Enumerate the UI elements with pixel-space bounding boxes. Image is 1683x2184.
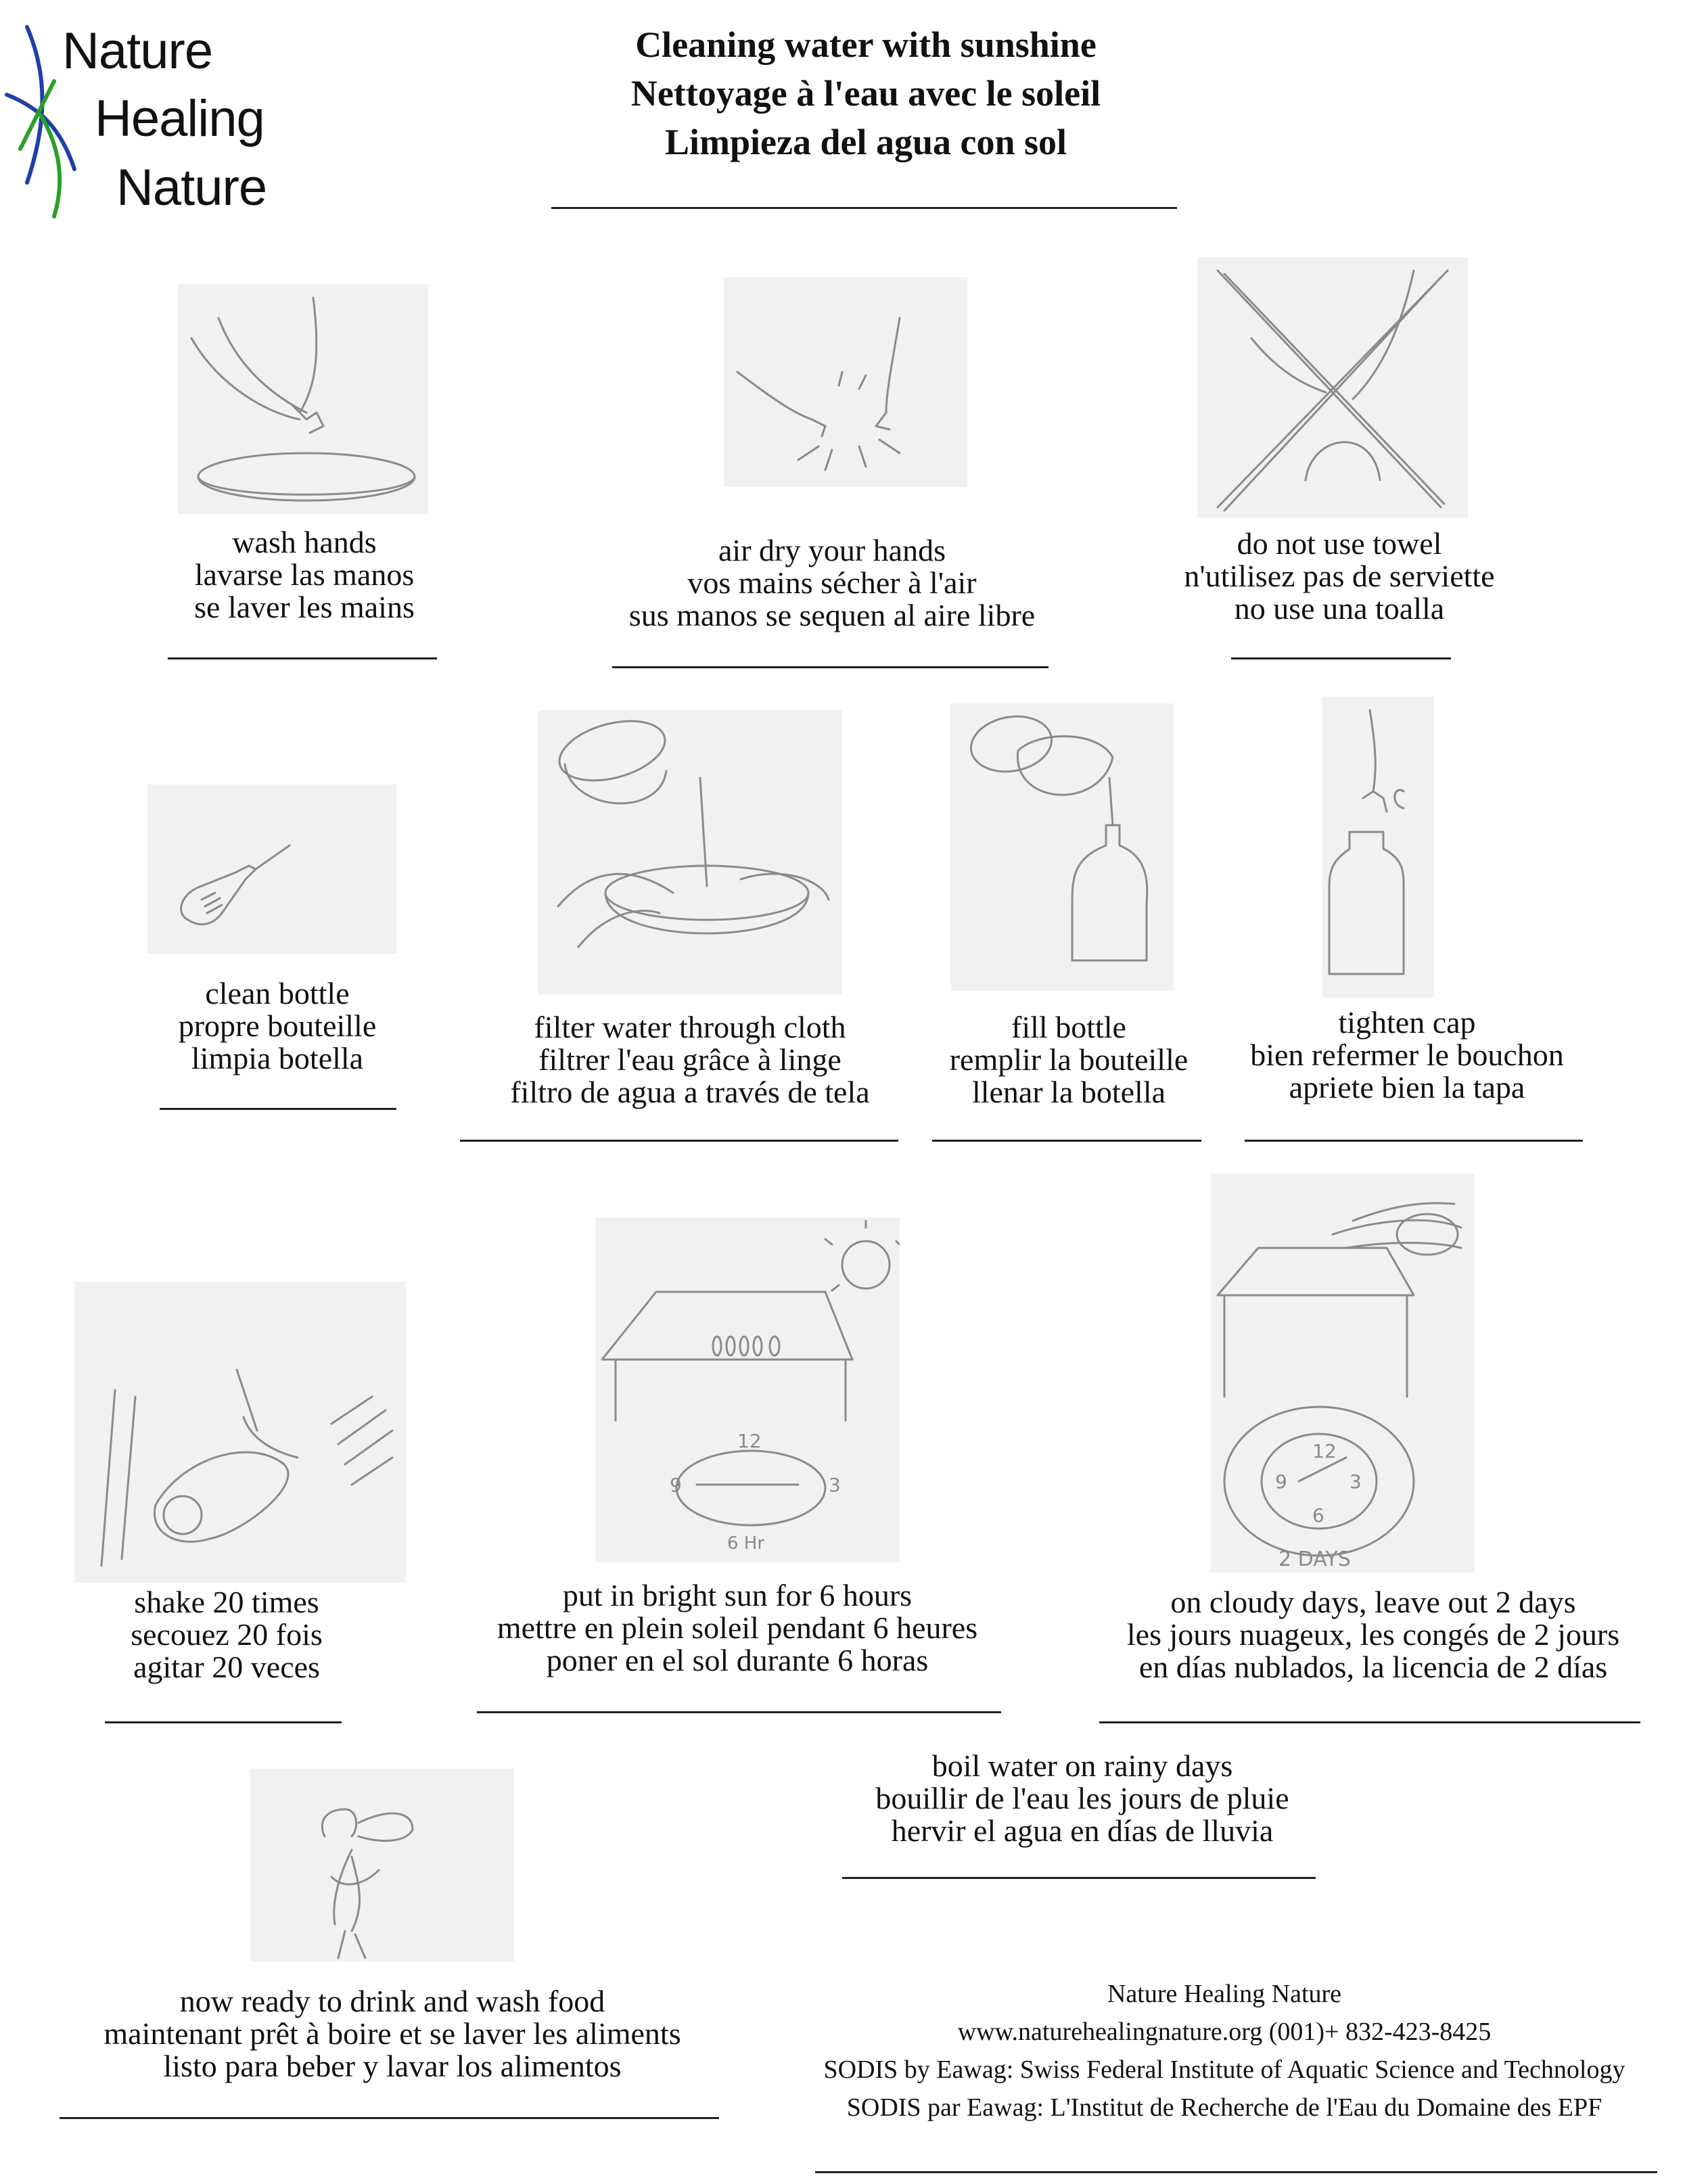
caption-line-en: fill bottle — [1011, 1010, 1126, 1044]
caption-line-2: remplir la bouteille — [949, 1042, 1189, 1077]
answer-line — [477, 1711, 1001, 1713]
caption-line-3: filtro de agua a través de tela — [510, 1075, 870, 1109]
clock2-label-9: 9 — [1275, 1470, 1287, 1493]
logo — [0, 0, 284, 223]
caption-line-2: mettre en plein soleil pendant 6 heures — [497, 1610, 978, 1645]
step-clean-bottle — [101, 977, 453, 1075]
answer-line — [105, 1721, 342, 1723]
answer-line — [60, 2117, 719, 2119]
title-underline — [551, 207, 1177, 209]
sketch-wash-hands — [178, 284, 428, 514]
sketch-filter-cloth — [538, 710, 842, 994]
answer-line — [612, 666, 1048, 668]
caption-line-3: listo para beber y lavar los alimentos — [163, 2049, 622, 2083]
caption-line-en: on cloudy days, leave out 2 days — [1170, 1585, 1576, 1619]
sketch-sun-6-hours — [595, 1217, 900, 1562]
caption-line-en: put in bright sun for 6 hours — [562, 1578, 913, 1612]
logo-word-1: Nature — [62, 22, 213, 80]
caption-line-en: filter water through cloth — [534, 1010, 846, 1044]
tighten-cap-icon — [1322, 697, 1434, 998]
cloudy-clock-icon — [1211, 1174, 1475, 1573]
caption-line-2: propre bouteille — [178, 1008, 377, 1043]
caption-line-en: tighten cap — [1338, 1005, 1476, 1040]
caption-line-2: maintenant prêt à boire et se laver les aliments — [103, 2016, 681, 2051]
step-put-in-sun — [440, 1579, 1035, 1677]
caption-line-en: do not use towel — [1237, 526, 1442, 561]
answer-line — [1099, 1721, 1640, 1723]
sun-hours-label: 6 Hr — [727, 1533, 765, 1554]
footer-credit-fr: SODIS par Eawag: L'Institut de Recherche de l'Eau du Domaine des EPF — [846, 2093, 1603, 2122]
caption-line-2: bouillir de l'eau les jours de pluie — [875, 1781, 1289, 1815]
caption-line-2: vos mains sécher à l'air — [687, 565, 977, 600]
clock2-label-12: 12 — [1312, 1440, 1337, 1462]
answer-line — [932, 1140, 1201, 1142]
sketch-cloudy-2-days — [1211, 1174, 1475, 1573]
drinking-person-icon — [250, 1769, 514, 1961]
caption-line-en: shake 20 times — [134, 1585, 319, 1619]
title-english: Cleaning water with sunshine — [635, 24, 1097, 65]
clean-bottle-icon — [147, 785, 396, 954]
clock-label-3: 3 — [829, 1474, 841, 1496]
caption-line-2: bien refermer le bouchon — [1250, 1038, 1564, 1072]
sketch-no-towel — [1197, 257, 1468, 517]
sun-clock-icon — [595, 1217, 900, 1562]
step-air-dry — [575, 534, 1089, 632]
wash-hands-icon — [178, 284, 428, 514]
days-label: 2 DAYS — [1278, 1548, 1351, 1571]
logo-word-2: Healing — [95, 90, 264, 147]
sketch-fill-bottle — [950, 703, 1174, 991]
caption-line-3: en días nublados, la licencia de 2 días — [1138, 1650, 1608, 1684]
logo-word-3: Nature — [116, 159, 267, 216]
answer-line — [160, 1108, 396, 1110]
fill-bottle-icon — [950, 703, 1174, 991]
air-dry-hands-icon — [724, 277, 967, 487]
caption-line-3: apriete bien la tapa — [1289, 1070, 1525, 1105]
answer-line — [1231, 657, 1451, 659]
caption-line-en: air dry your hands — [718, 533, 946, 567]
step-filter-cloth — [460, 1011, 920, 1109]
answer-line — [1245, 1140, 1583, 1142]
title-spanish: Limpieza del agua con sol — [664, 122, 1067, 162]
caption-line-3: agitar 20 veces — [133, 1650, 320, 1684]
footer-credits — [771, 1975, 1678, 2127]
caption-line-3: llenar la botella — [971, 1075, 1166, 1109]
step-wash-hands — [122, 526, 487, 624]
caption-line-3: limpia botella — [191, 1041, 364, 1075]
step-cloudy-days — [1076, 1586, 1671, 1683]
clock-label-12: 12 — [737, 1430, 762, 1452]
clock2-label-3: 3 — [1350, 1470, 1362, 1493]
step-ready-to-drink — [41, 1985, 744, 2083]
footer-org: Nature Healing Nature — [1107, 1980, 1342, 2008]
caption-line-2: les jours nuageux, les congés de 2 jours — [1126, 1617, 1620, 1652]
step-no-towel — [1150, 528, 1529, 625]
footer-answer-line — [815, 2171, 1657, 2173]
step-shake — [37, 1586, 416, 1683]
caption-line-3: hervir el agua en días de lluvia — [891, 1813, 1274, 1848]
caption-line-3: poner en el sol durante 6 horas — [546, 1643, 929, 1677]
caption-line-2: n'utilisez pas de serviette — [1184, 559, 1495, 593]
caption-line-en: now ready to drink and wash food — [179, 1984, 605, 2018]
clock-label-9: 9 — [670, 1474, 682, 1496]
caption-line-2: filtrer l'eau grâce à linge — [538, 1042, 842, 1077]
footer-contact: www.naturehealingnature.org (001)+ 832-423-8425 — [957, 2018, 1492, 2046]
caption-line-3: se laver les mains — [194, 590, 415, 624]
step-tighten-cap — [1218, 1006, 1596, 1104]
caption-line-3: no use una toalla — [1234, 591, 1445, 626]
sketch-air-dry — [724, 277, 967, 487]
answer-line — [460, 1140, 898, 1142]
sketch-clean-bottle — [147, 785, 396, 954]
caption-line-3: sus manos se sequen al aire libre — [628, 598, 1036, 632]
caption-line-2: secouez 20 fois — [131, 1617, 323, 1652]
answer-line — [168, 657, 437, 659]
title-french: Nettoyage à l'eau avec le soleil — [630, 73, 1101, 114]
clock2-label-6: 6 — [1312, 1504, 1324, 1527]
caption-line-en: boil water on rainy days — [931, 1748, 1233, 1783]
sketch-ready-to-drink — [250, 1769, 514, 1961]
shake-bottle-icon — [74, 1282, 406, 1583]
sketch-shake-bottle — [74, 1282, 406, 1583]
page-title — [534, 20, 1197, 166]
caption-line-2: lavarse las manos — [194, 557, 415, 592]
sketch-tighten-cap — [1322, 697, 1434, 998]
no-towel-icon — [1197, 257, 1468, 517]
footer-credit-en: SODIS by Eawag: Swiss Federal Institute of Aquatic Science and Technology — [823, 2055, 1626, 2084]
answer-line — [842, 1877, 1316, 1879]
caption-line-en: clean bottle — [205, 976, 350, 1010]
filter-cloth-icon — [538, 710, 842, 994]
step-boil-water — [812, 1750, 1353, 1847]
caption-line-en: wash hands — [232, 525, 377, 559]
step-fill-bottle — [920, 1011, 1218, 1109]
